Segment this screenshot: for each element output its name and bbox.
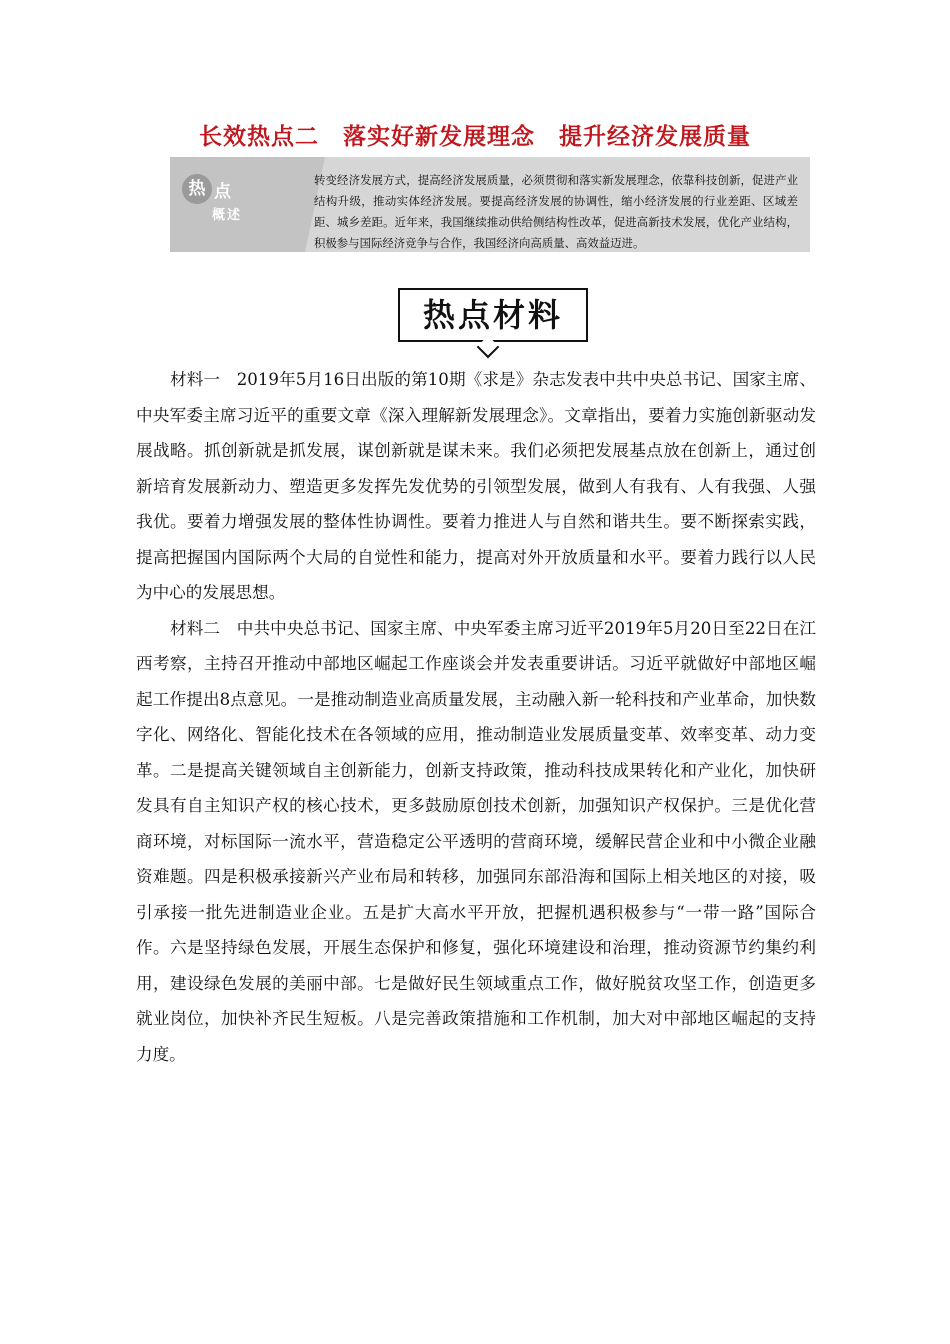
materials-content — [136, 362, 816, 1072]
section-heading: 热点材料 — [398, 288, 588, 342]
overview-tab — [170, 157, 305, 252]
hot-badge-rest: 点 — [214, 182, 231, 202]
material-paragraph-2: 材料二 中共中央总书记、国家主席、中央军委主席习近平2019年5月20日至22日在江西考察，主持召开推动中部地区崛起工作座谈会并发表重要讲话。习近平就做好中部地区崛起工作提出8点意见。一是推动制造业高质量发展，主动融入新一轮科技和产业革命，加快数字化、网络化、智能化技术在各领域的应用，推动制造业发展质量变革、效率变革、动力变革。二是提高关键领域自主创新能力，创新支持政策，推动科技成果转化和产业化，加快研发具有自主知识产权的核心技术，更多鼓励原创技术创新，加强知识产权保护。三是优化营商环境，对标国际一流水平，营造稳定公平透明的营商环境，缓解民营企业和中小微企业融资难题。四是积极承接新兴产业布局和转移，加强同东部沿海和国际上相关地区的对接，吸引承接一批先进制造业企业。五是扩大高水平开放，把握机遇积极参与“一带一路”国际合作。六是坚持绿色发展，开展生态保护和修复，强化环境建设和治理，推动资源节约集约利用，建设绿色发展的美丽中部。七是做好民生领域重点工作，做好脱贫攻坚工作，创造更多就业岗位，加快补齐民生短板。八是完善政策措施和工作机制，加大对中部地区崛起的支持力度。 — [136, 618, 816, 1064]
overview-banner — [170, 157, 810, 252]
page-title: 长效热点二 落实好新发展理念 提升经济发展质量 — [199, 124, 751, 150]
overview-label: 概述 — [212, 208, 243, 223]
overview-text: 转变经济发展方式，提高经济发展质量，必须贯彻和落实新发展理念，依靠科技创新，促进产业结构升级，推动实体经济发展。要提高经济发展的协调性，缩小经济发展的行业差距、区域差距、城乡差距。近年来，我国继续推动供给侧结构性改革，促进高新技术发展，优化产业结构，积极参与国际经济竞争与合作，我国经济向高质量、高效益迈进。 — [314, 173, 798, 250]
hot-badge-icon: 热 — [182, 174, 212, 204]
material-paragraph-1: 材料一 2019年5月16日出版的第10期《求是》杂志发表中共中央总书记、国家主席、中央军委主席习近平的重要文章《深入理解新发展理念》。文章指出，要着力实施创新驱动发展战略。抓创新就是抓发展，谋创新就是谋未来。我们必须把发展基点放在创新上，通过创新培育发展新动力、塑造更多发挥先发优势的引领型发展，做到人有我有、人有我强、人强我优。要着力增强发展的整体性协调性。要着力推进人与自然和谐共生。要不断探索实践，提高把握国内国际两个大局的自觉性和能力，提高对外开放质量和水平。要着力践行以人民为中心的发展思想。 — [136, 370, 816, 602]
